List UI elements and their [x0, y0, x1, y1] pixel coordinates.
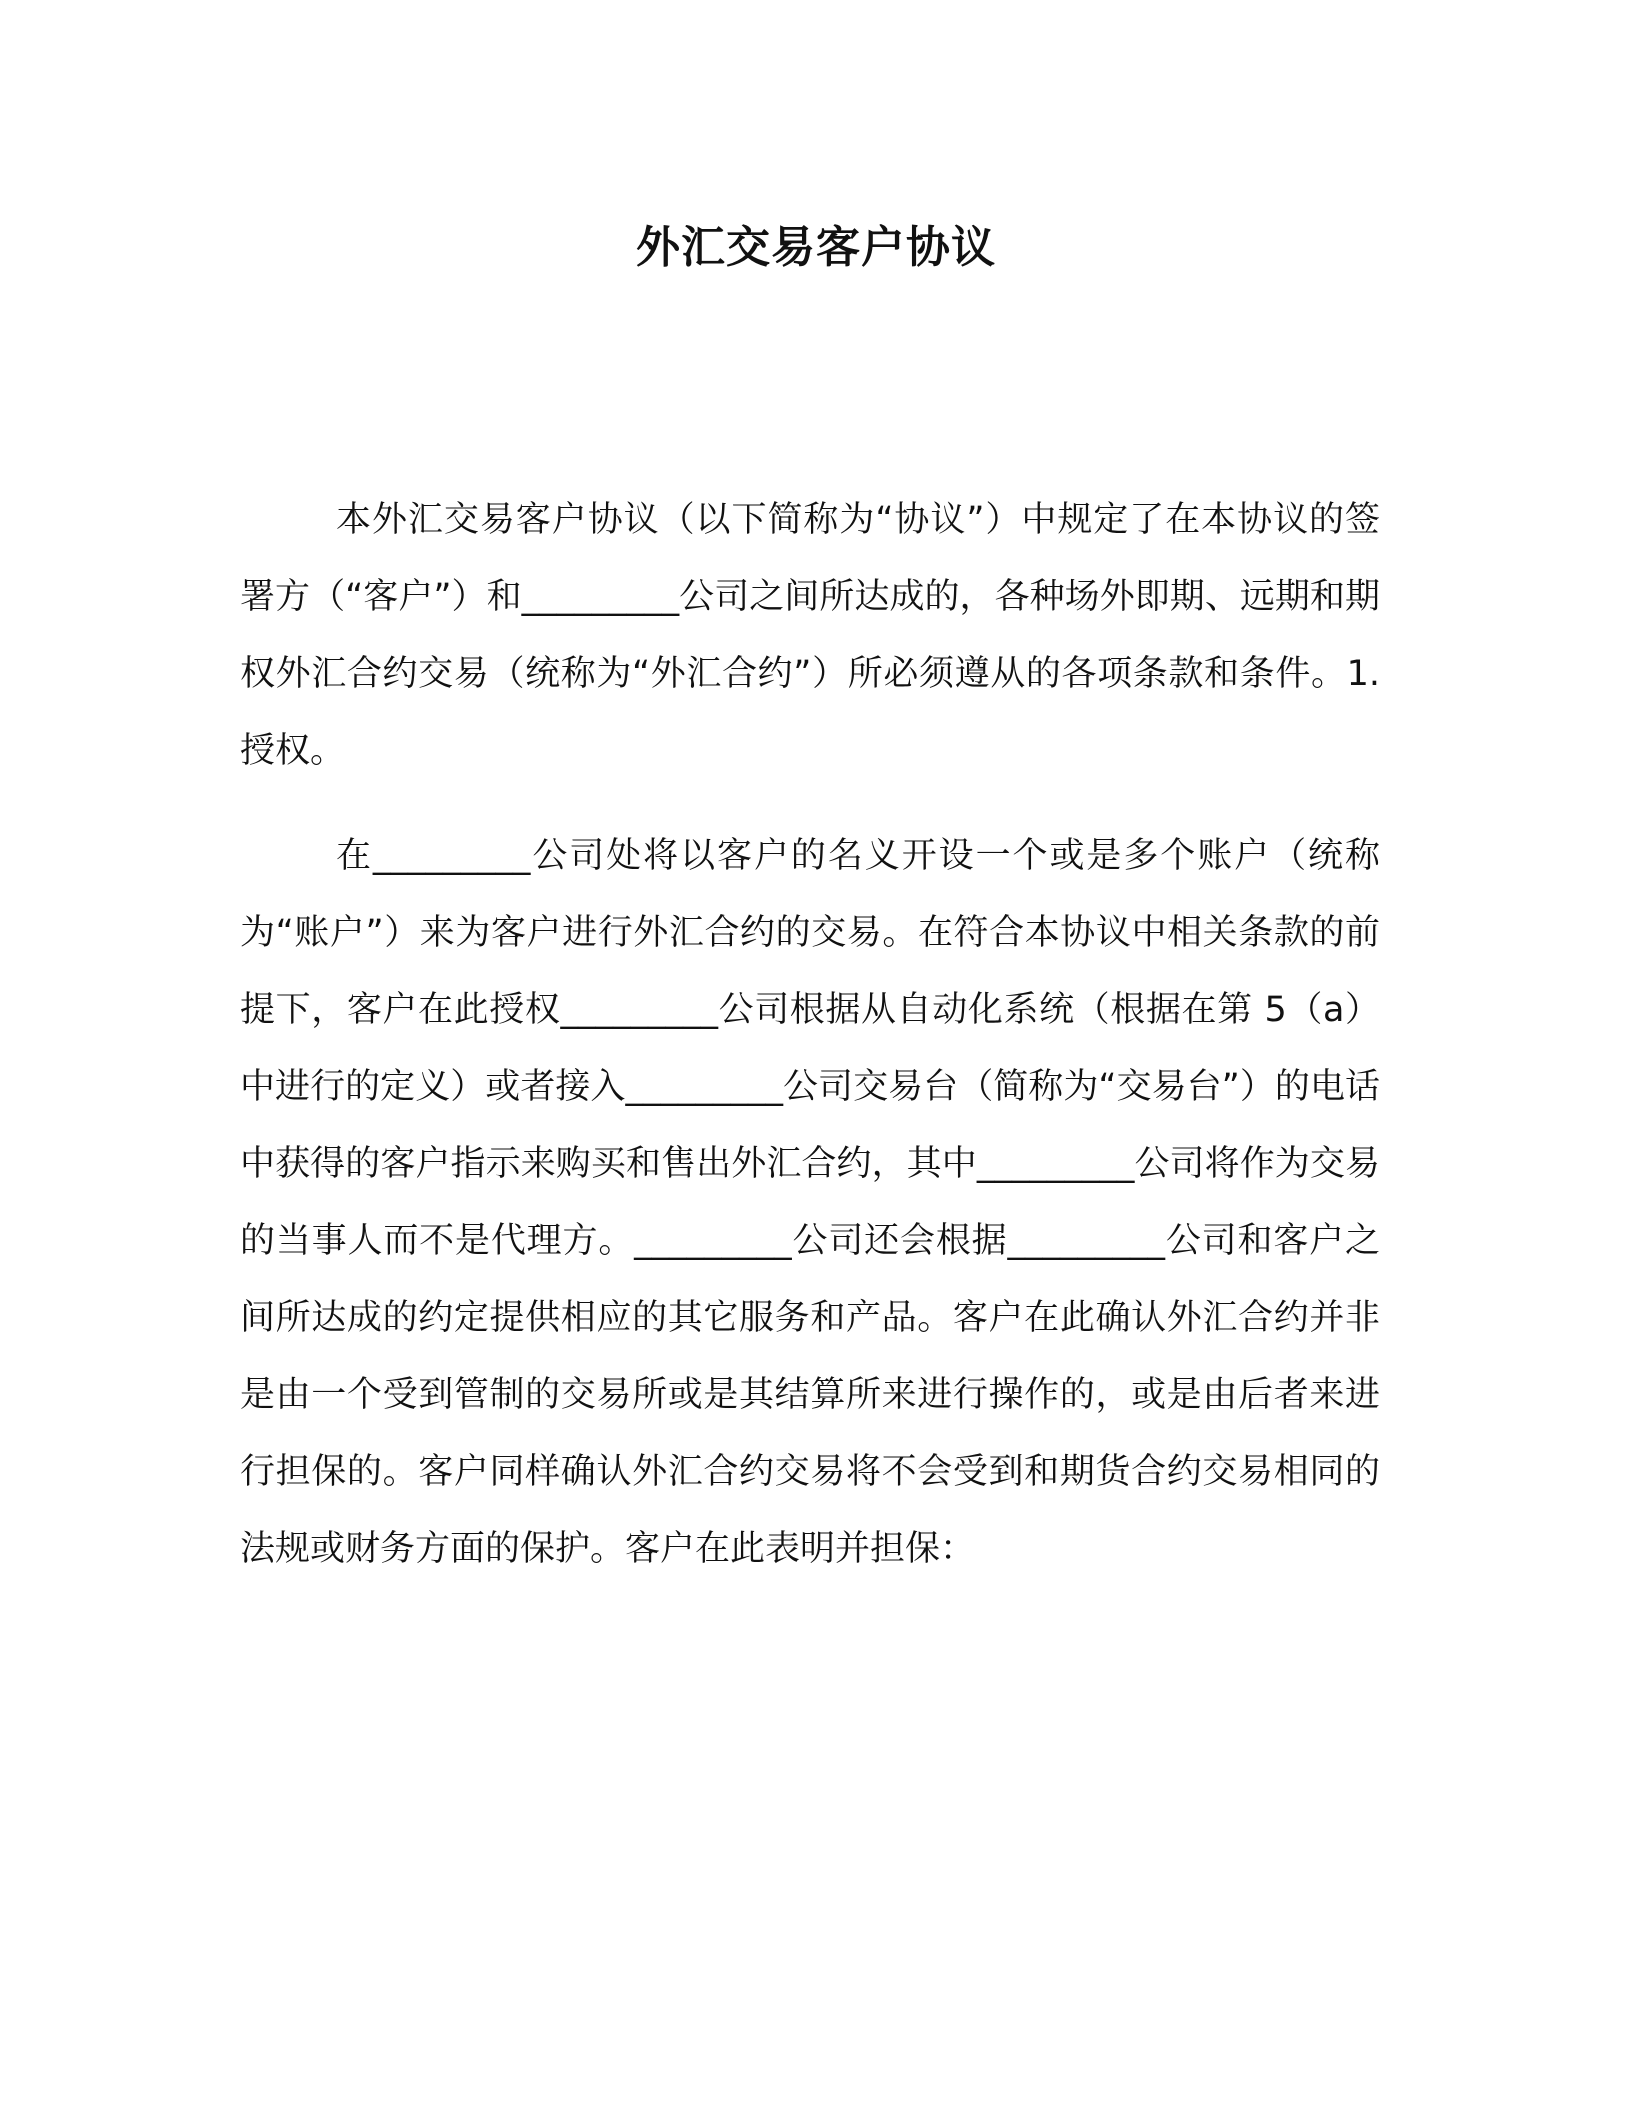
paragraph-preamble: 本外汇交易客户协议（以下简称为“协议”）中规定了在本协议的签署方（“客户”）和_________公司之间所达成的，各种场外即期、远期和期权外汇合约交易（统称为“外汇合约”）所必须遵从的各项条款和条件。1.授权。 — [240, 500, 1380, 771]
document-title: 外汇交易客户协议 — [636, 222, 996, 273]
paragraph-authorization: 在_________公司处将以客户的名义开设一个或是多个账户（统称为“账户”）来为客户进行外汇合约的交易。在符合本协议中相关条款的前提下，客户在此授权_________公司根据从自动化系统（根据在第 5（a）中进行的定义）或者接入_________公司交易台（简称为“交易台”）的电话中获得的客户指示来购买和售出外汇合约，其中_________公司将作为交易的当事人而不是代理方。_________公司还会根据_________公司和客户之间所达成的约定提供相应的其它服务和产品。客户在此确认外汇合约并非是由一个受到管制的交易所或是其结算所来进行操作的，或是由后者来进行担保的。客户同样确认外汇合约交易将不会受到和期货合约交易相同的法规或财务方面的保护。客户在此表明并担保： — [240, 836, 1380, 1569]
